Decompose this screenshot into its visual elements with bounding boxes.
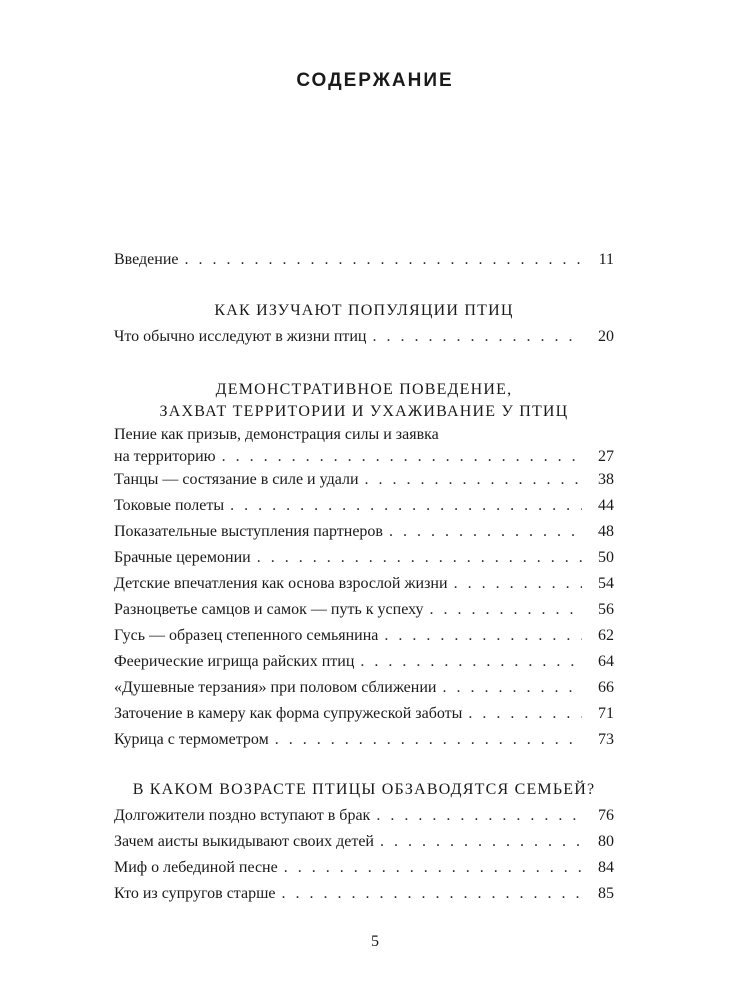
page-number: 5 (371, 933, 379, 950)
dot-leader (384, 625, 582, 647)
toc-entry-label: Показательные выступления партнеров (114, 523, 383, 540)
dot-leader (282, 883, 583, 905)
toc-entry-page: 44 (598, 497, 614, 514)
toc-entry-label: Гусь — образец степенного семьянина (114, 627, 379, 644)
dot-leader (230, 495, 582, 517)
toc-entry-label: Миф о лебединой песне (114, 859, 278, 876)
dot-leader (275, 729, 582, 751)
toc-entry-page: 71 (598, 705, 614, 722)
section-heading-line: ЗАХВАТ ТЕРРИТОРИИ И УХАЖИВАНИЕ У ПТИЦ (159, 403, 569, 420)
toc-entry-introduction[interactable] (114, 249, 614, 271)
page-title: СОДЕРЖАНИЕ (296, 70, 454, 91)
dot-leader (257, 547, 582, 569)
toc-entry-page: 27 (598, 448, 614, 465)
dot-leader (429, 599, 582, 621)
toc-entry[interactable] (114, 805, 614, 827)
toc-entry-page: 38 (598, 471, 614, 488)
section-heading (114, 379, 614, 423)
dot-leader (360, 651, 582, 673)
toc-entry[interactable] (114, 573, 614, 595)
toc-entry-page: 84 (598, 859, 614, 876)
toc-entry[interactable] (114, 469, 614, 491)
toc-entry-label-continued: на территорию (114, 448, 216, 465)
dot-leader (222, 446, 582, 468)
dot-leader (380, 831, 582, 853)
toc-entry[interactable] (114, 831, 614, 853)
section-heading (114, 300, 614, 322)
toc-entry[interactable] (114, 883, 614, 905)
toc-entry-label: Заточение в камеру как форма супружеской заботы (114, 705, 463, 722)
toc-entry-page: 73 (598, 731, 614, 748)
toc-entry-label: «Душевные терзания» при половом сближении (114, 679, 437, 696)
toc-entry[interactable] (114, 424, 614, 468)
dot-leader (365, 469, 582, 491)
toc-entry-label: Кто из супругов старше (114, 885, 276, 902)
toc-entry-label: Феерические игрища райских птиц (114, 653, 355, 670)
toc-entry-page: 80 (598, 833, 614, 850)
toc-entry[interactable] (114, 495, 614, 517)
dot-leader (389, 521, 582, 543)
toc-entry-page: 48 (598, 523, 614, 540)
toc-entry-label: Брачные церемонии (114, 549, 251, 566)
toc-entry-label: Детские впечатления как основа взрослой жизни (114, 575, 448, 592)
toc-entry[interactable] (114, 729, 614, 751)
dot-leader (454, 573, 582, 595)
toc-entry-label: Токовые полеты (114, 497, 225, 514)
toc-entry-label: Долгожители поздно вступают в брак (114, 807, 371, 824)
toc-entry[interactable] (114, 677, 614, 699)
dot-leader (376, 805, 582, 827)
section-heading-line: КАК ИЗУЧАЮТ ПОПУЛЯЦИИ ПТИЦ (214, 302, 514, 319)
toc-entry[interactable] (114, 857, 614, 879)
section-heading-line: ДЕМОНСТРАТИВНОЕ ПОВЕДЕНИЕ, (215, 381, 513, 398)
dot-leader (468, 703, 582, 725)
toc-entry[interactable] (114, 703, 614, 725)
toc-entry-page: 11 (598, 251, 614, 268)
dot-leader (284, 857, 582, 879)
toc-entry-page: 62 (598, 627, 614, 644)
toc-entry-page: 56 (598, 601, 614, 618)
toc-entry-page: 76 (598, 807, 614, 824)
dot-leader (185, 249, 583, 271)
toc-entry[interactable] (114, 547, 614, 569)
dot-leader (442, 677, 582, 699)
toc-entry-page: 50 (598, 549, 614, 566)
toc-entry-label: Курица с термометром (114, 731, 269, 748)
section-heading-line: В КАКОМ ВОЗРАСТЕ ПТИЦЫ ОБЗАВОДЯТСЯ СЕМЬЕЙ? (132, 781, 596, 798)
toc-entry-page: 54 (598, 575, 614, 592)
toc-entry-label: Пение как призыв, демонстрация силы и заявка (114, 426, 439, 443)
toc-entry-label: Введение (114, 251, 179, 268)
toc-entry[interactable] (114, 326, 614, 348)
toc-entry[interactable] (114, 651, 614, 673)
toc-entry-page: 85 (598, 885, 614, 902)
toc-entry[interactable] (114, 625, 614, 647)
toc-entry-label: Что обычно исследуют в жизни птиц (114, 328, 367, 345)
toc-entry-page: 66 (598, 679, 614, 696)
toc-entry[interactable] (114, 521, 614, 543)
toc-entry-label: Танцы — состязание в силе и удали (114, 471, 359, 488)
dot-leader (373, 326, 583, 348)
toc-entry-label: Разноцветье самцов и самок — путь к успеху (114, 601, 424, 618)
section-heading (114, 779, 614, 801)
toc-entry[interactable] (114, 599, 614, 621)
toc-entry-label: Зачем аисты выкидывают своих детей (114, 833, 374, 850)
toc-entry-page: 64 (598, 653, 614, 670)
toc-entry-page: 20 (598, 328, 614, 345)
